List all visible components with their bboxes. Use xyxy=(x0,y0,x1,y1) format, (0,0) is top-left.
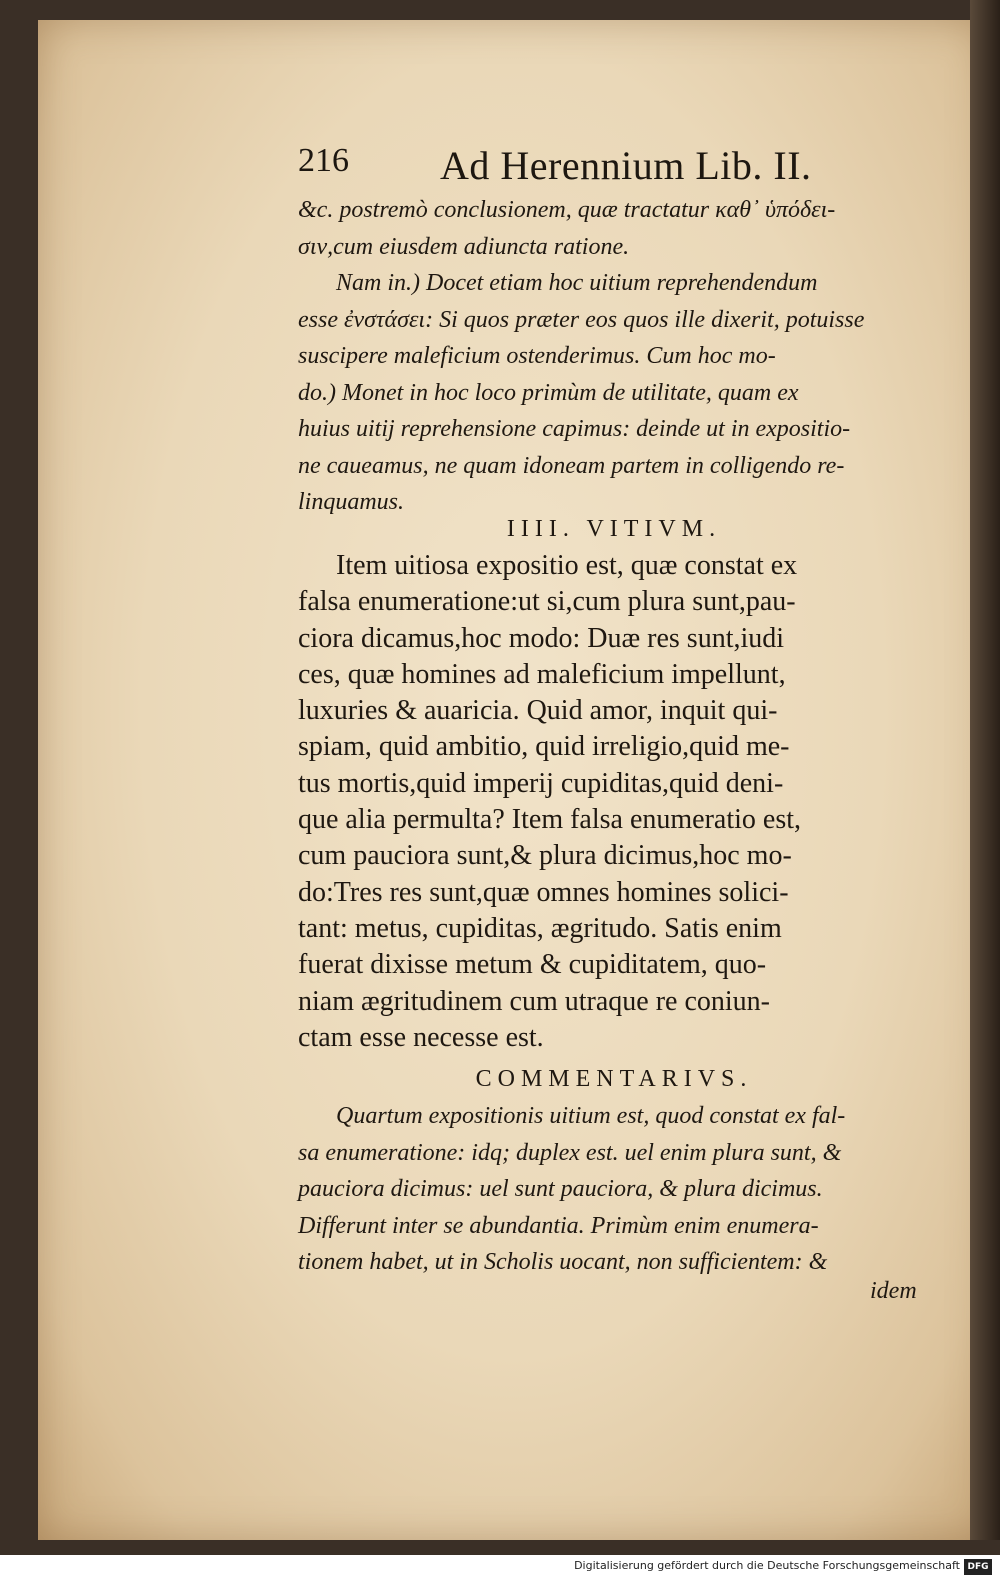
dfg-logo-icon: DFG xyxy=(964,1559,992,1575)
catchword: idem xyxy=(870,1278,917,1304)
text-line: cum pauciora sunt,& plura dicimus,hoc mo- xyxy=(298,840,792,872)
running-head: Ad Herennium Lib. II. xyxy=(440,143,812,188)
text-line: fuerat dixisse metum & cupiditatem, quo- xyxy=(298,949,767,981)
text-line: falsa enumeratione:ut si,cum plura sunt,pau- xyxy=(298,586,796,618)
page-number: 216 xyxy=(298,142,349,179)
text-line: tus mortis,quid imperij cupiditas,quid deni- xyxy=(298,767,784,799)
text-line: tant: metus, cupiditas, ægritudo. Satis enim xyxy=(298,912,782,944)
commentary-line: esse ἐνστάσει: Si quos præter eos quos ille dixerit, potuisse xyxy=(298,306,865,333)
text-line: do:Tres res sunt,quæ omnes homines solici- xyxy=(298,876,789,908)
commentary-line: Differunt inter se abundantia. Primùm enim enumera- xyxy=(298,1212,819,1239)
commentary-heading: COMMENTARIVS. xyxy=(475,1066,753,1092)
commentary-top xyxy=(298,192,930,521)
commentary-line: suscipere maleficium ostenderimus. Cum hoc mo- xyxy=(298,343,776,369)
text-line: luxuries & auaricia. Quid amor, inquit qui- xyxy=(298,695,778,727)
main-text xyxy=(298,548,930,1056)
footer-credit: Digitalisierung gefördert durch die Deutsche Forschungsgemeinschaft xyxy=(574,1559,960,1572)
text-line: Item uitiosa expositio est, quæ constat ex xyxy=(336,550,798,581)
commentary-line: Quartum expositionis uitium est, quod constat ex fal- xyxy=(336,1103,846,1129)
commentary-line: ne caueamus, ne quam idoneam partem in colligendo re- xyxy=(298,452,845,479)
commentary-line: tionem habet, ut in Scholis uocant, non sufficientem: & xyxy=(298,1249,828,1275)
text-line: que alia permulta? Item falsa enumeratio est, xyxy=(298,804,802,836)
digitization-footer xyxy=(0,1555,1000,1581)
text-line: ctam esse necesse est. xyxy=(298,1021,544,1053)
page-header xyxy=(298,142,898,190)
commentary-line: linquamus. xyxy=(298,489,405,515)
text-line: spiam, quid ambitio, quid irreligio,quid me- xyxy=(298,731,790,763)
commentary-line: Nam in.) Docet etiam hoc uitium reprehendendum xyxy=(336,270,818,296)
commentary-line: pauciora dicimus: uel sunt pauciora, & plura dicimus. xyxy=(298,1176,823,1202)
section-heading: IIII. VITIVM. xyxy=(506,516,722,542)
commentary-line: σιν,cum eiusdem adiuncta ratione. xyxy=(298,233,630,260)
text-line: niam ægritudinem cum utraque re coniun- xyxy=(298,985,770,1017)
commentary-line: huius uitij reprehensione capimus: deinde ut in expositio- xyxy=(298,416,851,442)
page-edge-shadow xyxy=(970,0,1000,1540)
commentary-line: do.) Monet in hoc loco primùm de utilitate, quam ex xyxy=(298,379,799,406)
commentary-bottom xyxy=(298,1098,930,1281)
text-line: ces, quæ homines ad maleficium impellunt, xyxy=(298,658,786,690)
commentary-line: sa enumeratione: idq; duplex est. uel enim plura sunt, & xyxy=(298,1139,842,1166)
commentary-line: &c. postremò conclusionem, quæ tractatur καθ᾽ ὑπόδει- xyxy=(298,197,836,223)
text-line: ciora dicamus,hoc modo: Duæ res sunt,iudi xyxy=(298,622,785,654)
